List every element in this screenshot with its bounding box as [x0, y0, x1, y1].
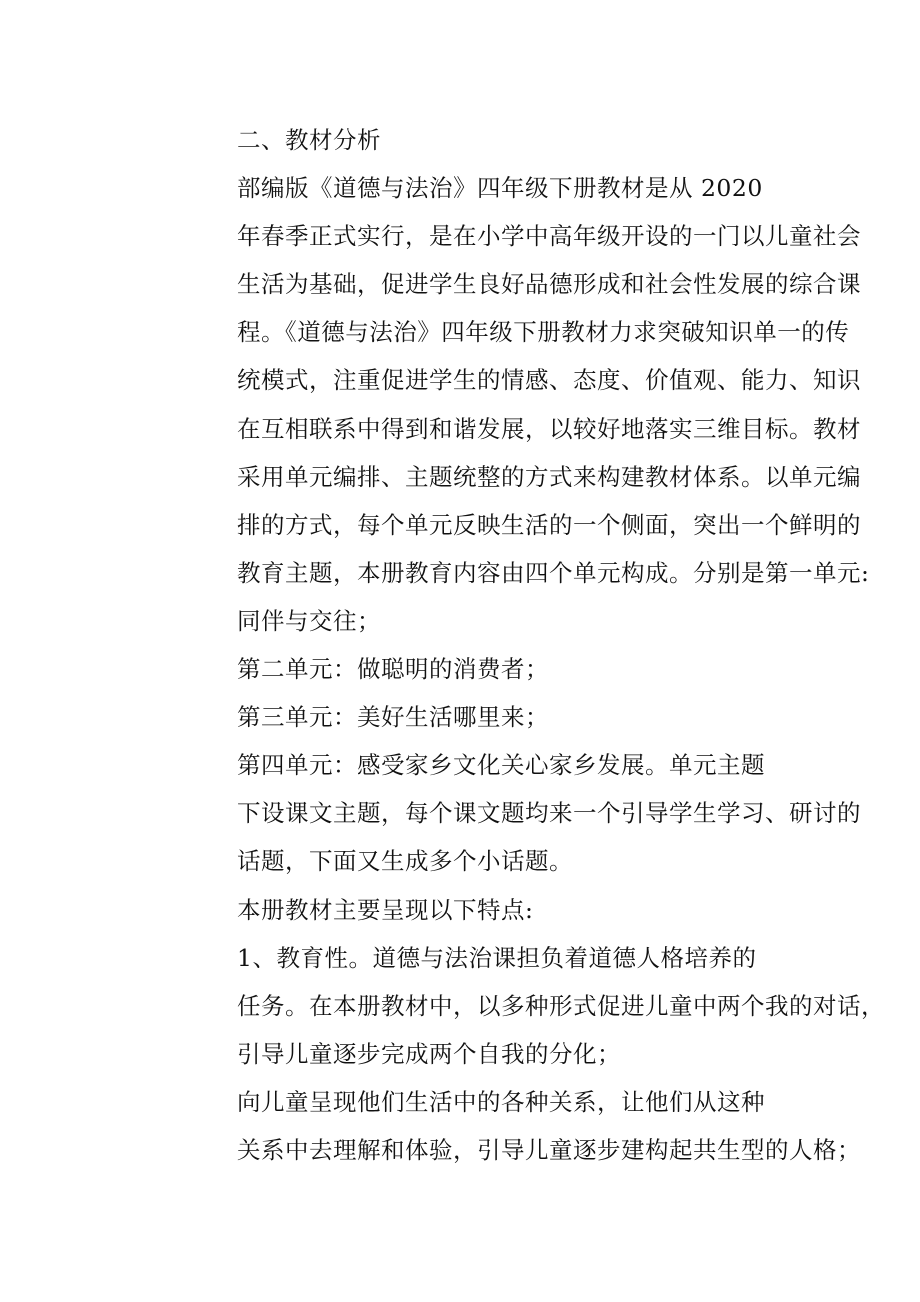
paragraph-section-heading: [142, 116, 792, 164]
text-line: 第二单元：做聪明的消费者；: [237, 655, 549, 684]
text-line: 采用单元编排、主题统整的方式来构建教材体系。以单元编: [237, 462, 861, 491]
text-line: 任务。在本册教材中，以多种形式促进儿童中两个我的对话，: [237, 991, 885, 1020]
text-line: 二、教材分析: [237, 126, 381, 154]
text-line: 关系中去理解和体验，引导儿童逐步建构起共生型的人格；: [237, 1135, 861, 1164]
text-line: 下设课文主题，每个课文题均来一个引导学生学习、研讨的: [237, 799, 861, 828]
text-line: 话题，下面又生成多个小话题。: [237, 847, 573, 876]
text-line: 排的方式，每个单元反映生活的一个侧面，突出一个鲜明的: [237, 510, 861, 539]
text-line: 第三单元：美好生活哪里来；: [237, 703, 549, 732]
text-line: 生活为基础，促进学生良好品德形成和社会性发展的综合课: [237, 270, 861, 299]
paragraph-features-intro: [142, 886, 792, 934]
text-line: 本册教材主要呈现以下特点:: [237, 895, 534, 924]
paragraph-feature-1-cont: [142, 1078, 861, 1174]
paragraph-unit-2: [142, 645, 792, 693]
document-body: [142, 116, 885, 1174]
text-line: 在互相联系中得到和谐发展，以较好地落实三维目标。教材: [237, 414, 861, 443]
paragraph-unit-3: [142, 693, 792, 741]
text-line: 统模式，注重促进学生的情感、态度、价值观、能力、知识: [237, 366, 861, 395]
text-line: 程。《道德与法治》四年级下册教材力求突破知识单一的传: [237, 318, 850, 347]
text-line: 部编版《道德与法治》四年级下册教材是从 2020: [237, 174, 763, 203]
text-line: 同伴与交往；: [237, 606, 381, 635]
paragraph-intro: [142, 164, 870, 645]
paragraph-unit-4: [142, 741, 861, 885]
text-line: 向儿童呈现他们生活中的各种关系，让他们从这种: [237, 1087, 765, 1116]
text-line: 教育主题，本册教育内容由四个单元构成。分别是第一单元:: [237, 558, 870, 587]
text-line: 1、教育性。道德与法治课担负着道德人格培养的: [237, 943, 757, 972]
paragraph-feature-1: [142, 934, 885, 1078]
text-line: 年春季正式实行，是在小学中高年级开设的一门以儿童社会: [237, 222, 861, 251]
text-line: 引导儿童逐步完成两个自我的分化；: [237, 1039, 621, 1068]
text-line: 第四单元：感受家乡文化关心家乡发展。单元主题: [237, 751, 765, 780]
